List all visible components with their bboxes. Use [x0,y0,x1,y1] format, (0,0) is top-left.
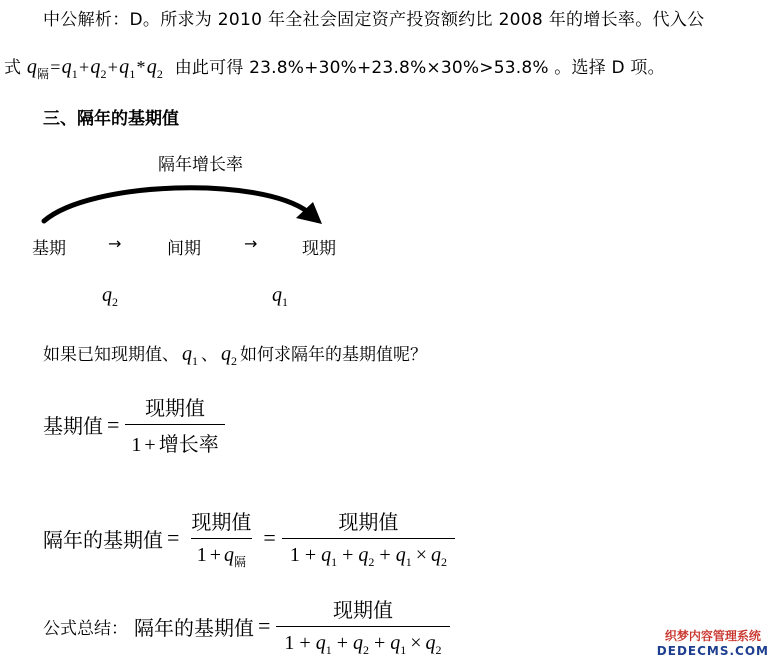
arrow-right-icon: → [244,234,258,253]
formula-sep-year-base-value: 隔年的基期值 = $\frac{\text{现期值}}{1 + q_隔}$ = $\frac{\text{现期值}}{1 + q_1 + q_2 + q_1 \times q_2}$ [43,506,457,570]
formula-base-value: 基期值 = $\frac{\text{现期值}}{\text{1 + 增长率}}$ [43,392,227,457]
fraction: $\frac{\text{现期值}}{1 + q_1 + q_2 + q_1 \times q_2}$ [282,506,455,570]
formula-summary: 公式总结： 隔年的基期值 = $\frac{\text{现期值}}{1 + q_1 + q_2 + q_1 \times q_2}$ [43,594,452,658]
diagram-top-label: 隔年增长率 [158,155,243,175]
node-current-period: 现期 [302,239,336,259]
fraction: $\frac{\text{现期值}}{1 + q_1 + q_2 + q_1 \times q_2}$ [276,594,449,658]
q-sep-symbol: $q_隔$ [26,56,50,81]
line2-prefix: 式 [4,58,22,78]
q1-label: $q_1$ [272,284,288,309]
question-text: 如果已知现期值、 $q_1$ 、 $q_2$ 如何求隔年的基期值呢？ [43,343,427,368]
analysis-line-1: 中公解析：D。所求为 2010 年全社会固定资产投资额约比 2008 年的增长率。代入公 [43,10,705,30]
node-middle-period: 间期 [167,239,201,259]
watermark [657,627,769,658]
q1-symbol: $q_1$ [119,56,136,81]
q1-symbol: $q_1$ [61,56,78,81]
node-base-period: 基期 [32,239,66,259]
watermark-top: 织梦内容管理系统 [664,629,761,643]
curved-arrow-icon [30,176,340,236]
analysis-line-2: 式 $q_隔=q_1+q_2+q_1*q_2$ 由此可得 23.8%+30%+23.8%×30%>53.8% 。选择 D 项。 [4,56,665,81]
watermark-bottom: DEDECMS.COM [656,644,769,658]
arrow-right-icon: → [108,234,122,253]
fraction: $\frac{\text{现期值}}{\text{1 + 增长率}}$ [125,392,224,457]
fraction: $\frac{\text{现期值}}{1 + q_隔}$ [191,510,252,569]
q2-symbol: $q_2$ [90,56,107,81]
line2-suffix: 由此可得 23.8%+30%+23.8%×30%>53.8% 。选择 D 项。 [174,58,665,78]
q2-symbol: $q_2$ [146,56,164,81]
section-heading: 三、隔年的基期值 [43,109,179,129]
q2-label: $q_2$ [102,284,118,309]
summary-label: 公式总结： [43,618,128,639]
